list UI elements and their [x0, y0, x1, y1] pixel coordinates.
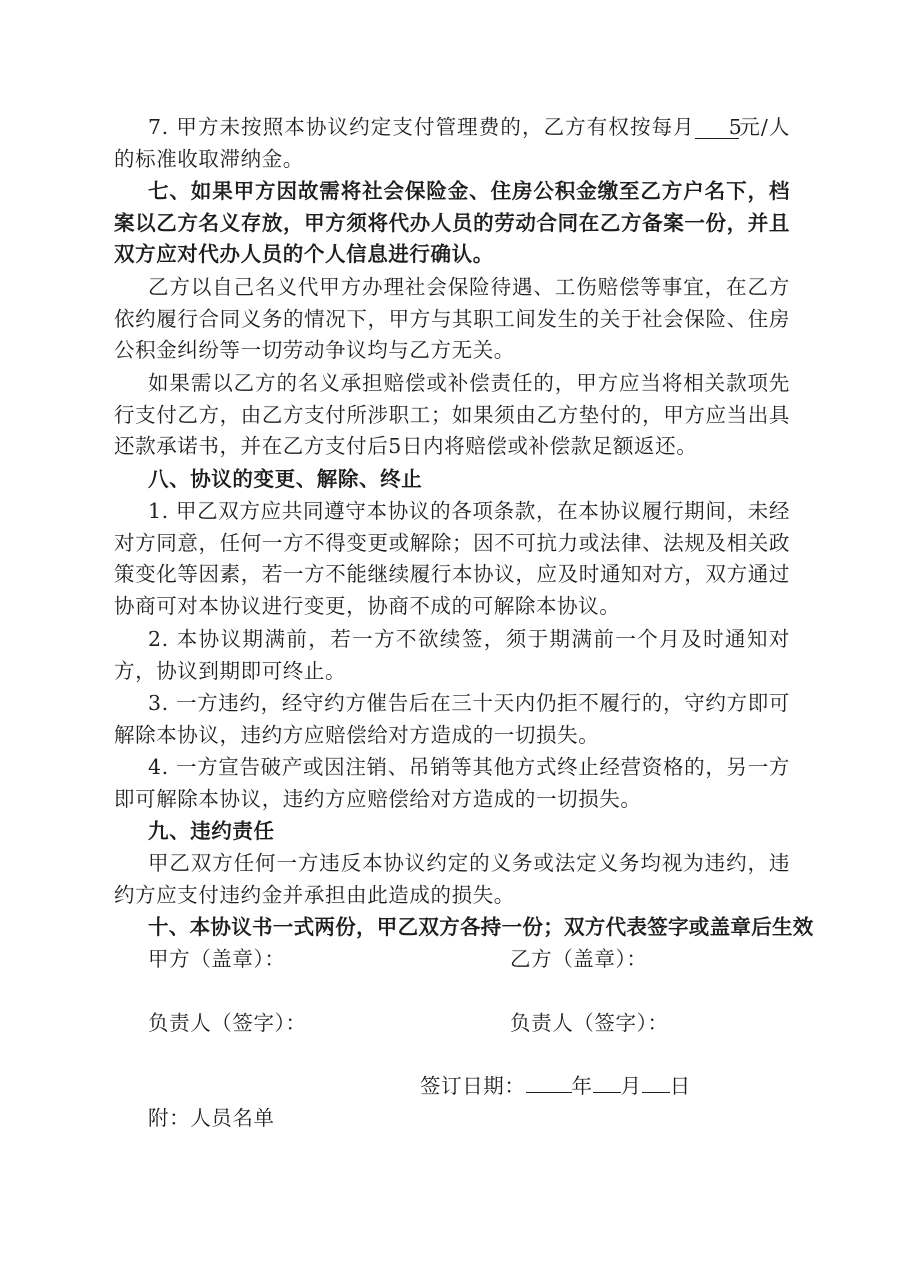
section-8-clause-2: 2. 本协议期满前，若一方不欲续签，须于期满前一个月及时通知对方，协议到期即可终止。: [114, 627, 790, 683]
signing-date: [420, 1071, 691, 1101]
clause-7-text-a: 7. 甲方未按照本协议约定支付管理费的，乙方有权按每月: [148, 115, 695, 139]
party-a-seal-label: 甲方（盖章）：: [148, 947, 286, 971]
section-8-clause-3: 3. 一方违约，经守约方催告后在三十天内仍拒不履行的，守约方即可解除本协议，违约方应赔偿给对方造成的一切损失。: [114, 691, 790, 747]
signing-date-label: 签订日期：: [420, 1074, 526, 1098]
party-b-seal-label: 乙方（盖章）：: [510, 947, 648, 971]
party-a-sign-label: 负责人（签字）：: [148, 1011, 307, 1035]
section-9-heading: 九、违约责任: [148, 819, 275, 843]
section-8-heading: 八、协议的变更、解除、终止: [148, 467, 423, 491]
late-fee-amount: 5: [695, 116, 739, 139]
attachment-note: 附：人员名单: [148, 1106, 275, 1130]
section-7-paragraph: [114, 176, 790, 271]
section-7-paragraph-2: 乙方以自己名义代甲方办理社会保险待遇、工伤赔偿等事宜，在乙方依约履行合同义务的情况下，甲方与其职工间发生的关于社会保险、住房公积金纠纷等一切劳动争议均与乙方无关。: [114, 275, 790, 362]
day-blank: [642, 1072, 670, 1093]
year-blank: [526, 1072, 572, 1093]
day-label: 日: [669, 1074, 691, 1098]
section-10-paragraph: [114, 912, 814, 944]
month-blank: [593, 1072, 621, 1093]
clause-7-paragraph: [114, 112, 790, 175]
month-label: 月: [620, 1074, 642, 1098]
year-label: 年: [571, 1074, 593, 1098]
party-b-sign-label: 负责人（签字）：: [510, 1011, 669, 1035]
section-10-text: 十、本协议书一式两份，甲乙双方各持一份；双方代表签字或盖章后生效: [148, 915, 814, 939]
section-9-clause-1: 甲乙双方任何一方违反本协议约定的义务或法定义务均视为违约，违约方应支付违约金并承担由此造成的损失。: [114, 851, 790, 907]
section-7-text: 七、如果甲方因故需将社会保险金、住房公积金缴至乙方户名下，档案以乙方名义存放，甲方须将代办人员的劳动合同在乙方备案一份，并且双方应对代办人员的个人信息进行确认。: [114, 179, 790, 266]
section-7-paragraph-3: 如果需以乙方的名义承担赔偿或补偿责任的，甲方应当将相关款项先行支付乙方，由乙方支付所涉职工；如果须由乙方垫付的，甲方应当出具还款承诺书，并在乙方支付后5日内将赔偿或补偿款足额返还。: [114, 371, 790, 458]
section-8-clause-1: 1. 甲乙双方应共同遵守本协议的各项条款，在本协议履行期间，未经对方同意，任何一方不得变更或解除；因不可抗力或法律、法规及相关政策变化等因素，若一方不能继续履行本协议，应及时通知对方，双方通过协商可对本协议进行变更，协商不成的可解除本协议。: [114, 499, 790, 618]
section-8-clause-4: 4. 一方宣告破产或因注销、吊销等其他方式终止经营资格的，另一方即可解除本协议，违约方应赔偿给对方造成的一切损失。: [114, 755, 790, 811]
clause-7-text-b: 元/人的标准收取滞纳金。: [114, 115, 790, 171]
